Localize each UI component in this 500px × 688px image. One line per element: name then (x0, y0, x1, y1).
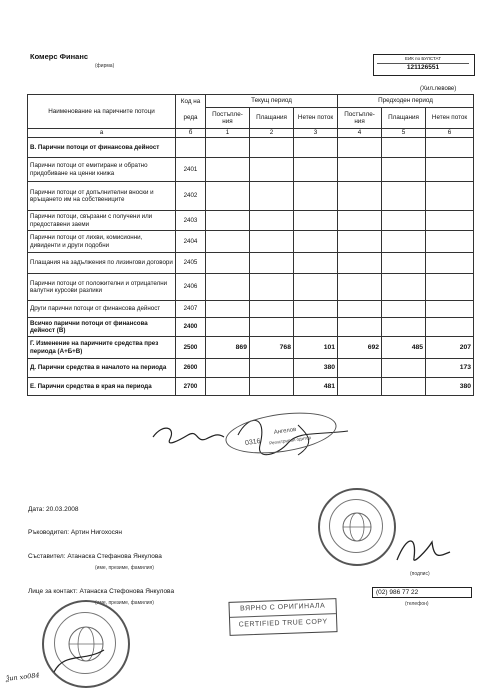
row-value (338, 158, 382, 182)
row-code: 2403 (176, 211, 206, 231)
unit-label: (Хил.левове) (420, 86, 457, 92)
row-value: 485 (382, 337, 426, 359)
eik-value: 121126551 (406, 64, 440, 71)
row-label: Всичко парични потоци от финансова дейност (В) (28, 318, 176, 337)
col-code-header-2: реда (176, 108, 206, 129)
row-value (338, 301, 382, 318)
row-value (426, 318, 474, 337)
auditor-stamp-number: 0316 (244, 437, 262, 448)
row-code: 2402 (176, 182, 206, 211)
firm-caption: (фирма) (95, 63, 115, 69)
current-receipts-header: Постъпле-ния (206, 108, 250, 129)
row-label: Други парични потоци от финансова дейност (28, 301, 176, 318)
col-name-header: Наименование на паричните потоци (28, 95, 176, 129)
index-cell: 1 (206, 129, 250, 138)
company-seal-top (318, 488, 396, 566)
row-value (206, 158, 250, 182)
index-cell: 5 (382, 129, 426, 138)
current-period-header: Текущ период (206, 95, 338, 108)
table-row (28, 182, 474, 211)
row-value (338, 182, 382, 211)
previous-receipts-header: Постъпле-ния (338, 108, 382, 129)
row-value (338, 253, 382, 274)
contact-line: Лице за контакт: Атанаска Стефонова Янкулова (28, 588, 175, 595)
row-value: 101 (294, 337, 338, 359)
row-value (250, 182, 294, 211)
row-value (250, 274, 294, 301)
row-value (250, 301, 294, 318)
row-value (426, 158, 474, 182)
row-label: Е. Парични средства в края на периода (28, 378, 176, 396)
table-row (28, 158, 474, 182)
row-value: 481 (294, 378, 338, 396)
col-code-header-1: Код на (176, 95, 206, 108)
row-value (294, 231, 338, 253)
row-value (382, 138, 426, 158)
index-cell: 6 (426, 129, 474, 138)
row-value (250, 253, 294, 274)
table-row (28, 231, 474, 253)
cash-flow-table (27, 94, 474, 396)
row-label: Парични потоци от емитиране и обратно придобиване на ценни книжа (28, 158, 176, 182)
row-value (382, 182, 426, 211)
auditor-stamp-name: Ангелов (273, 426, 297, 436)
previous-net-header: Нетен поток (426, 108, 474, 129)
index-row (28, 129, 474, 138)
row-code: 2400 (176, 318, 206, 337)
table-row (28, 211, 474, 231)
row-value: 173 (426, 359, 474, 378)
row-value (382, 211, 426, 231)
index-cell: 2 (250, 129, 294, 138)
row-code: 2500 (176, 337, 206, 359)
row-label: Парични потоци от лихви, комисионни, дивиденти и други подобни (28, 231, 176, 253)
company-seal-bottom (42, 600, 130, 688)
row-value (206, 318, 250, 337)
table-row (28, 138, 474, 158)
row-label: Парични потоци от положителни и отрицателни валутни курсови разлики (28, 274, 176, 301)
row-code: 2404 (176, 231, 206, 253)
row-value: 207 (426, 337, 474, 359)
auditor-stamp-title: Регистриран одитор (268, 434, 312, 446)
row-label: Парични потоци, свързани с получени или предоставени заеми (28, 211, 176, 231)
row-value (294, 253, 338, 274)
row-value (382, 378, 426, 396)
row-value (294, 318, 338, 337)
row-value (426, 138, 474, 158)
row-value (426, 182, 474, 211)
row-value (382, 231, 426, 253)
row-value (206, 274, 250, 301)
true-copy-line-1: ВЯРНО С ОРИГИНАЛА (229, 599, 335, 618)
eik-label: ЕИК по БУЛСТАТ (405, 56, 441, 61)
row-value (338, 359, 382, 378)
table-body (28, 138, 474, 396)
table-row (28, 318, 474, 337)
row-value (382, 318, 426, 337)
row-code: 2406 (176, 274, 206, 301)
company-name: Комерс Финанс (30, 52, 89, 61)
row-value (426, 274, 474, 301)
index-cell: б (176, 129, 206, 138)
row-value (206, 253, 250, 274)
row-label: Г. Изменение на паричните средства през периода (А+Б+В) (28, 337, 176, 359)
manager-line: Ръководител: Артин Нигохосян (28, 529, 122, 536)
row-value (206, 211, 250, 231)
table-row (28, 337, 474, 359)
row-value (294, 158, 338, 182)
row-label: В. Парични потоци от финансова дейност (28, 138, 176, 158)
row-value (426, 231, 474, 253)
row-value (206, 359, 250, 378)
row-value (294, 274, 338, 301)
row-code: 2407 (176, 301, 206, 318)
preparer-line: Съставител: Атанаска Стефанова Янкулова (28, 553, 162, 560)
contact-name-caption: (име, презиме, фамилия) (95, 600, 154, 606)
row-value: 692 (338, 337, 382, 359)
row-value (426, 211, 474, 231)
row-code: 2401 (176, 158, 206, 182)
row-code: 2700 (176, 378, 206, 396)
row-value (206, 231, 250, 253)
row-value (250, 359, 294, 378)
row-code: 2405 (176, 253, 206, 274)
phone-caption: (телефон) (405, 601, 429, 607)
phone-box: (02) 986 77 22 (372, 587, 472, 598)
row-value (338, 318, 382, 337)
previous-payments-header: Плащания (382, 108, 426, 129)
row-value (382, 359, 426, 378)
row-value (250, 158, 294, 182)
previous-period-header: Предходен период (338, 95, 474, 108)
row-value (206, 138, 250, 158)
table-row (28, 359, 474, 378)
row-value: 380 (294, 359, 338, 378)
row-label: Парични потоци от допълнителни вноски и връщането им на собствениците (28, 182, 176, 211)
row-value (250, 318, 294, 337)
preparer-name-caption: (име, презиме, фамилия) (95, 565, 154, 571)
header-row-1 (28, 95, 474, 108)
row-value (426, 253, 474, 274)
true-copy-line-2: CERTIFIED TRUE COPY (238, 618, 328, 629)
true-copy-stamp (228, 598, 337, 636)
row-value (338, 138, 382, 158)
index-cell: 4 (338, 129, 382, 138)
row-value (382, 158, 426, 182)
row-value: 380 (426, 378, 474, 396)
row-value (338, 231, 382, 253)
row-value (206, 378, 250, 396)
manager-signature (392, 530, 452, 570)
table-row (28, 378, 474, 396)
index-cell: а (28, 129, 176, 138)
row-value (382, 301, 426, 318)
row-value (294, 301, 338, 318)
row-value (426, 301, 474, 318)
row-label: Плащания на задължения по лизингови договори (28, 253, 176, 274)
row-code (176, 138, 206, 158)
row-value: 768 (250, 337, 294, 359)
row-value (294, 138, 338, 158)
row-value (382, 274, 426, 301)
signature-caption: (подпис) (410, 571, 430, 577)
current-net-header: Нетен поток (294, 108, 338, 129)
table-row (28, 253, 474, 274)
row-value (250, 211, 294, 231)
row-value (338, 274, 382, 301)
row-value (250, 378, 294, 396)
index-cell: 3 (294, 129, 338, 138)
table-row (28, 301, 474, 318)
globe-icon (320, 490, 394, 564)
row-code: 2600 (176, 359, 206, 378)
row-value: 869 (206, 337, 250, 359)
report-date: Дата: 20.03.2008 (28, 506, 79, 513)
table-row (28, 274, 474, 301)
row-value (250, 231, 294, 253)
row-value (294, 211, 338, 231)
globe-icon (44, 602, 128, 686)
row-value (294, 182, 338, 211)
row-value (206, 182, 250, 211)
row-value (206, 301, 250, 318)
handwritten-note: Ѯип xo084 (5, 671, 40, 683)
row-value (338, 378, 382, 396)
current-payments-header: Плащания (250, 108, 294, 129)
row-value (250, 138, 294, 158)
row-label: Д. Парични средства в началото на периода (28, 359, 176, 378)
row-value (338, 211, 382, 231)
row-value (382, 253, 426, 274)
